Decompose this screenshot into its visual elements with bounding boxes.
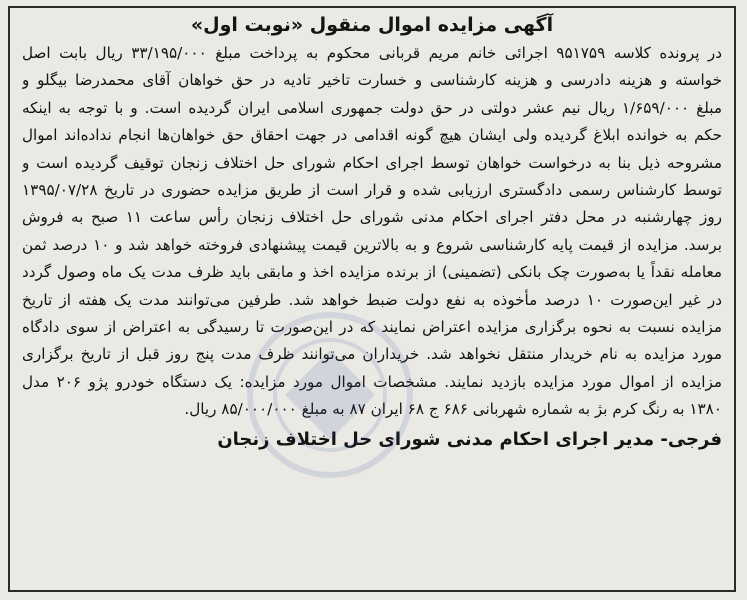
notice-line: روز چهارشنبه در محل دفتر اجرای احکام مدنی شورای حل اختلاف زنجان رأس ساعت ۱۱ صبح به فروش [22,208,722,227]
notice-line: حکم به خوانده ابلاغ گردیده ولی ایشان هیچ گونه اقدامی در جهت احقاق حق خواهان‌ها انجام نداده‌اند اموال [22,126,722,145]
notice-line: در پرونده کلاسه ۹۵۱۷۵۹ اجرائی خانم مریم قربانی محکوم به پرداخت مبلغ ۳۳/۱۹۵/۰۰۰ ریال بابت اصل [22,44,722,62]
notice-line: مبلغ ۱/۶۵۹/۰۰۰ ریال نیم عشر دولتی در حق دولت جمهوری اسلامی ایران گردیده است. و با توجه به اینکه [22,98,722,117]
notice-line: مزایده نسبت به نحوه برگزاری مزایده اعتراض نمایند که در این‌صورت تا رسیدگی به اعتراض از سوی دادگاه [22,318,722,337]
notice-line: توسط کارشناس رسمی دادگستری ارزیابی شده و قرار است از طریق مزایده حضوری در تاریخ ۱۳۹۵/۰۷/۲۸ [22,181,722,200]
notice-line: برسد. مزایده از قیمت پایه کارشناسی شروع و به بالاترین قیمت پیشنهادی فروخته خواهد شد و ۱۰ درصد ثمن [22,235,722,254]
notice-line: معامله نقداً یا به‌صورت چک بانکی (تضمینی) از برنده مزایده اخذ و مابقی باید ظرف مدت یک ماه وصول گردد [22,263,722,282]
notice-line: خواسته و هزینه دادرسی و هزینه کارشناسی و خسارت تاخیر تادیه در حق خواهان آقای محمدرضا بیگلو و [22,71,722,90]
notice-line: در غیر این‌صورت ۱۰ درصد مأخوذه به نفع دولت ضبط خواهد شد. طرفین می‌توانند مدت یک هفته از تاریخ [22,290,722,309]
notice-box [8,6,736,592]
notice-body [22,40,722,424]
notice-title: آگهی مزایده اموال منقول «نوبت اول» [190,14,554,36]
notice-line: ۱۳۸۰ به رنگ کرم بژ به شماره شهربانی ۶۸۶ ج ۶۸ ایران ۸۷ به مبلغ ۸۵/۰۰۰/۰۰۰ ریال. [184,400,722,419]
notice-line: مورد مزایده به نام خریدار منتقل نخواهد شد. خریداران می‌توانند ظرف مدت پنج روز قبل از تاریخ برگزاری [22,345,722,364]
notice-line: مزایده از اموال مورد مزایده بازدید نمایند. مشخصات اموال مورد مزایده: یک دستگاه خودرو پژو ۲۰۶ مدل [22,372,722,391]
notice-signature: فرجی- مدیر اجرای احکام مدنی شورای حل اختلاف زنجان [217,428,722,450]
notice-line: مشروحه ذیل بنا به درخواست خواهان توسط اجرای احکام شورای حل اختلاف زنجان توقیف گردیده است و [22,153,722,172]
